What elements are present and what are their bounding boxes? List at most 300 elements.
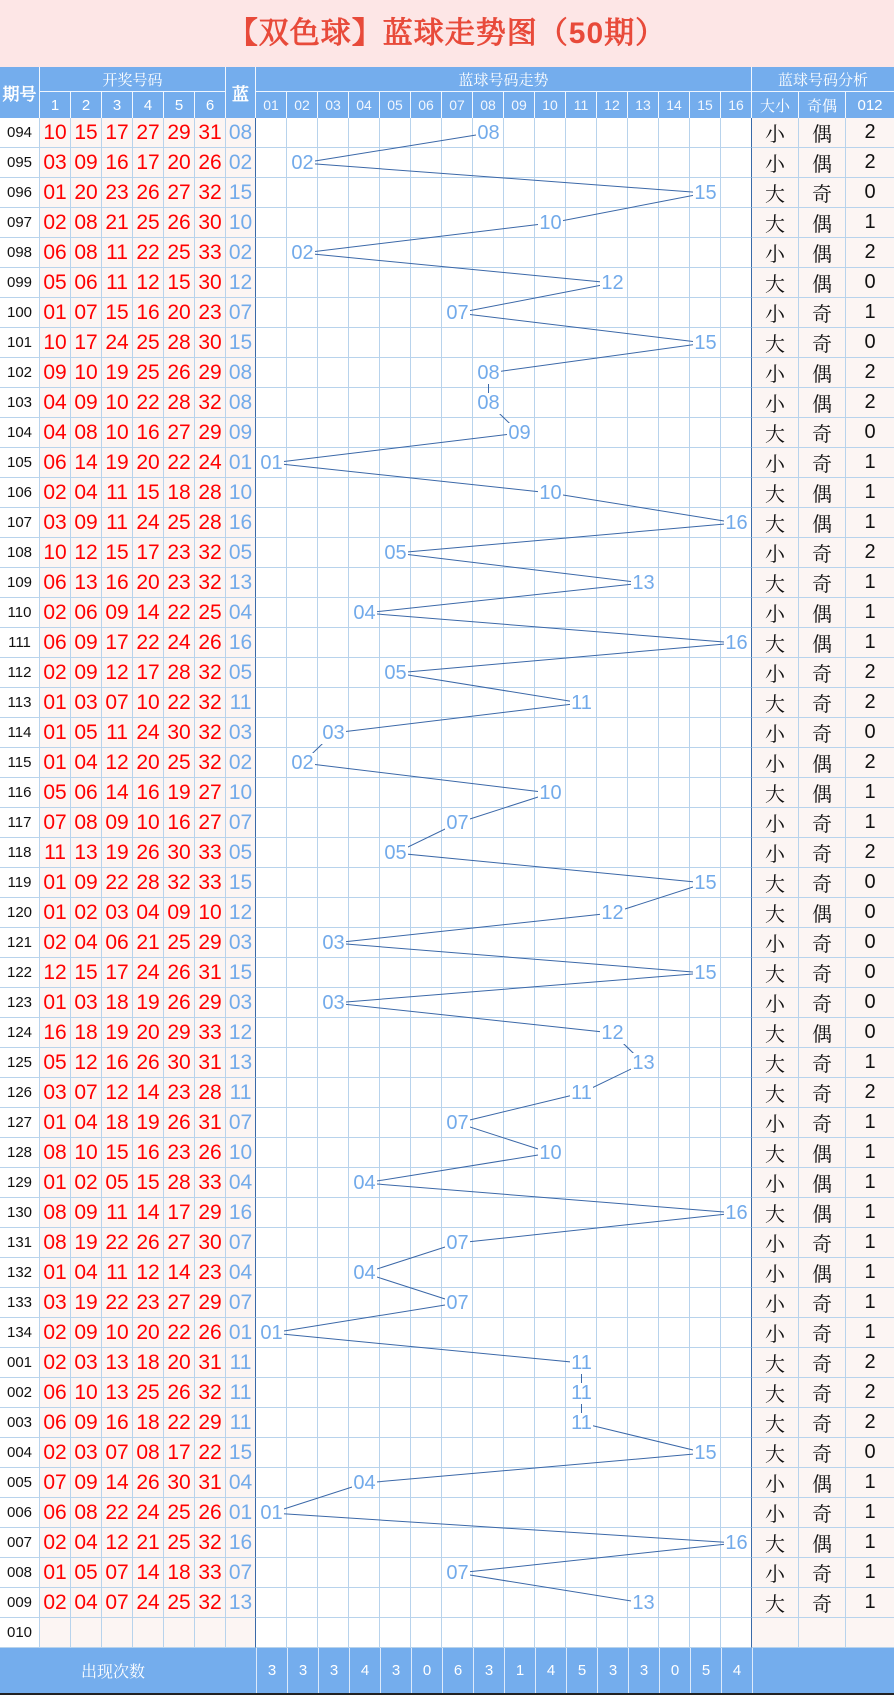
red-ball-cell: 28 <box>164 658 195 688</box>
mod3-cell: 0 <box>846 1438 894 1468</box>
red-ball-cell: 24 <box>133 1588 164 1618</box>
blue-ball-cell: 03 <box>226 988 256 1018</box>
trend-cell <box>287 1498 318 1528</box>
trend-cell <box>256 748 287 778</box>
parity-cell: 偶 <box>799 148 846 178</box>
trend-cell <box>690 1468 721 1498</box>
period-cell: 118 <box>0 838 40 868</box>
red-ball-cell: 07 <box>102 688 133 718</box>
red-ball-cell: 25 <box>164 1588 195 1618</box>
red-ball-cell: 23 <box>164 1138 195 1168</box>
trend-cell <box>566 1138 597 1168</box>
red-ball-cell: 09 <box>71 868 102 898</box>
red-ball-cell: 03 <box>40 148 71 178</box>
trend-cell <box>535 148 566 178</box>
red-ball-cell: 17 <box>133 538 164 568</box>
trend-cell <box>349 868 380 898</box>
trend-cell <box>690 1288 721 1318</box>
draw-row <box>0 1558 894 1588</box>
trend-cell <box>411 1108 442 1138</box>
trend-cell <box>411 928 442 958</box>
trend-cell <box>380 1498 411 1528</box>
trend-cell <box>256 328 287 358</box>
trend-point-label: 04 <box>353 601 376 624</box>
size-cell: 小 <box>752 238 799 268</box>
trend-cell <box>504 238 535 268</box>
trend-cell <box>287 1558 318 1588</box>
trend-point-label: 15 <box>694 871 717 894</box>
trend-cell <box>628 1558 659 1588</box>
mod3-cell: 1 <box>846 1138 894 1168</box>
blue-ball-cell: 04 <box>226 1258 256 1288</box>
trend-cell <box>504 958 535 988</box>
trend-cell <box>597 838 628 868</box>
trend-cell <box>318 568 349 598</box>
trend-cell <box>411 628 442 658</box>
trend-cell <box>349 358 380 388</box>
trend-cell <box>721 1078 752 1108</box>
period-cell: 104 <box>0 418 40 448</box>
trend-cell <box>597 1378 628 1408</box>
trend-cell <box>690 538 721 568</box>
trend-cell <box>473 1468 504 1498</box>
red-ball-cell: 07 <box>102 1588 133 1618</box>
red-ball-cell: 14 <box>133 598 164 628</box>
trend-cell <box>597 1618 628 1648</box>
trend-cell <box>690 1558 721 1588</box>
red-ball-cell: 26 <box>133 1468 164 1498</box>
draw-row <box>0 298 894 328</box>
mod3-cell: 1 <box>846 208 894 238</box>
red-ball-cell: 30 <box>164 1468 195 1498</box>
period-cell: 129 <box>0 1168 40 1198</box>
trend-cell <box>721 628 752 658</box>
trend-cell <box>535 1348 566 1378</box>
trend-cell <box>504 838 535 868</box>
blue-ball-cell: 08 <box>226 358 256 388</box>
parity-cell: 奇 <box>799 1588 846 1618</box>
trend-cell <box>690 118 721 148</box>
trend-cell <box>504 1378 535 1408</box>
draw-row <box>0 868 894 898</box>
trend-cell <box>256 418 287 448</box>
trend-cell <box>566 1198 597 1228</box>
red-column-header: 1 <box>40 92 71 118</box>
trend-cell <box>349 1168 380 1198</box>
trend-point-label: 15 <box>694 961 717 984</box>
trend-cell <box>442 688 473 718</box>
blue-ball-cell: 11 <box>226 1408 256 1438</box>
trend-cell <box>659 898 690 928</box>
trend-cell <box>380 1348 411 1378</box>
trend-cell <box>566 238 597 268</box>
trend-cell <box>442 388 473 418</box>
red-ball-cell: 23 <box>164 568 195 598</box>
trend-cell <box>690 1198 721 1228</box>
parity-cell: 奇 <box>799 658 846 688</box>
trend-cell <box>256 718 287 748</box>
trend-cell <box>628 478 659 508</box>
trend-cell <box>504 1018 535 1048</box>
red-ball-cell: 06 <box>40 1408 71 1438</box>
trend-cell <box>628 1168 659 1198</box>
trend-cell <box>535 448 566 478</box>
trend-cell <box>473 1288 504 1318</box>
trend-point-label: 04 <box>353 1171 376 1194</box>
trend-cell <box>659 508 690 538</box>
red-ball-cell: 26 <box>164 1108 195 1138</box>
trend-cell <box>597 1318 628 1348</box>
trend-cell <box>287 1108 318 1138</box>
trend-cell <box>349 748 380 778</box>
trend-cell <box>287 778 318 808</box>
red-ball-cell: 06 <box>40 238 71 268</box>
red-ball-cell: 04 <box>40 388 71 418</box>
red-ball-cell: 32 <box>164 868 195 898</box>
trend-cell <box>690 1168 721 1198</box>
trend-point-label: 05 <box>384 841 407 864</box>
red-ball-cell: 24 <box>133 958 164 988</box>
trend-cell <box>349 508 380 538</box>
trend-cell <box>411 808 442 838</box>
red-ball-cell: 23 <box>195 298 226 328</box>
red-ball-cell: 14 <box>133 1198 164 1228</box>
red-ball-cell: 03 <box>71 688 102 718</box>
trend-cell <box>318 838 349 868</box>
red-ball-cell: 17 <box>102 118 133 148</box>
trend-cell <box>721 1468 752 1498</box>
draw-row <box>0 1348 894 1378</box>
trend-cell <box>349 1558 380 1588</box>
trend-cell <box>287 478 318 508</box>
trend-point-label: 12 <box>601 271 624 294</box>
trend-point-label: 07 <box>446 1291 469 1314</box>
trend-cell <box>504 268 535 298</box>
trend-cell <box>721 1018 752 1048</box>
trend-cell <box>380 298 411 328</box>
trend-cell <box>566 418 597 448</box>
red-ball-cell: 13 <box>102 1378 133 1408</box>
trend-cell <box>473 1108 504 1138</box>
trend-cell <box>597 1498 628 1528</box>
red-column-header: 6 <box>195 92 226 118</box>
trend-cell <box>256 298 287 328</box>
trend-cell <box>287 1408 318 1438</box>
trend-cell <box>566 568 597 598</box>
red-ball-cell <box>164 1618 195 1648</box>
trend-cell <box>597 598 628 628</box>
size-cell: 大 <box>752 1438 799 1468</box>
draw-row <box>0 1228 894 1258</box>
trend-cell <box>442 298 473 328</box>
trend-point-label: 13 <box>632 1591 655 1614</box>
red-ball-cell: 10 <box>133 808 164 838</box>
size-cell: 小 <box>752 298 799 328</box>
trend-cell <box>659 778 690 808</box>
trend-cell <box>504 1078 535 1108</box>
trend-cell <box>318 868 349 898</box>
trend-cell <box>721 778 752 808</box>
trend-cell <box>349 178 380 208</box>
trend-cell <box>380 328 411 358</box>
trend-cell <box>721 1198 752 1228</box>
trend-cell <box>659 1618 690 1648</box>
mod3-cell: 1 <box>846 1318 894 1348</box>
trend-cell <box>535 748 566 778</box>
trend-cell <box>256 1228 287 1258</box>
red-ball-cell: 09 <box>164 898 195 928</box>
trend-cell <box>380 868 411 898</box>
trend-cell <box>659 268 690 298</box>
blue-ball-cell: 02 <box>226 238 256 268</box>
trend-cell <box>411 358 442 388</box>
trend-cell <box>318 268 349 298</box>
trend-cell <box>690 988 721 1018</box>
trend-cell <box>504 1468 535 1498</box>
red-ball-cell <box>71 1618 102 1648</box>
trend-cell <box>442 1258 473 1288</box>
trend-cell <box>411 598 442 628</box>
trend-cell <box>504 1528 535 1558</box>
trend-cell <box>721 658 752 688</box>
red-ball-cell: 17 <box>102 628 133 658</box>
trend-point-label: 11 <box>571 1381 592 1404</box>
trend-cell <box>349 658 380 688</box>
trend-point-label: 16 <box>725 1531 748 1554</box>
trend-cell <box>628 628 659 658</box>
trend-cell <box>411 1258 442 1288</box>
trend-cell <box>659 118 690 148</box>
red-ball-cell: 06 <box>71 778 102 808</box>
red-ball-cell: 11 <box>102 1258 133 1288</box>
trend-cell <box>442 508 473 538</box>
trend-point-label: 03 <box>322 721 345 744</box>
trend-cell <box>380 1438 411 1468</box>
blue-ball-cell: 10 <box>226 778 256 808</box>
size-cell: 小 <box>752 1468 799 1498</box>
mod3-cell: 0 <box>846 718 894 748</box>
red-ball-cell: 04 <box>71 1588 102 1618</box>
trend-cell <box>442 478 473 508</box>
trend-cell <box>566 838 597 868</box>
parity-cell: 偶 <box>799 598 846 628</box>
trend-cell <box>628 538 659 568</box>
blue-ball-cell: 16 <box>226 628 256 658</box>
red-ball-cell: 31 <box>195 1108 226 1138</box>
red-ball-cell: 09 <box>71 508 102 538</box>
occurrence-count: 1 <box>504 1648 535 1693</box>
red-ball-cell: 20 <box>133 448 164 478</box>
trend-cell <box>504 928 535 958</box>
trend-column-header: 09 <box>504 92 535 118</box>
red-ball-cell: 14 <box>71 448 102 478</box>
red-ball-cell: 20 <box>164 298 195 328</box>
period-cell: 005 <box>0 1468 40 1498</box>
trend-cell <box>380 838 411 868</box>
trend-cell <box>287 1588 318 1618</box>
parity-cell: 奇 <box>799 718 846 748</box>
trend-cell <box>628 358 659 388</box>
red-ball-cell: 14 <box>102 778 133 808</box>
trend-cell <box>597 688 628 718</box>
trend-cell <box>690 1408 721 1438</box>
trend-cell <box>504 208 535 238</box>
red-ball-cell: 22 <box>164 1408 195 1438</box>
red-ball-cell: 20 <box>164 148 195 178</box>
trend-cell <box>380 778 411 808</box>
mod3-cell: 1 <box>846 508 894 538</box>
trend-cell <box>535 718 566 748</box>
size-cell: 大 <box>752 1018 799 1048</box>
red-ball-cell: 05 <box>102 1168 133 1198</box>
trend-cell <box>721 1588 752 1618</box>
trend-cell <box>721 118 752 148</box>
trend-cell <box>442 928 473 958</box>
red-ball-cell: 07 <box>102 1438 133 1468</box>
draw-row <box>0 748 894 778</box>
trend-cell <box>597 1348 628 1378</box>
trend-cell <box>597 748 628 778</box>
trend-cell <box>473 538 504 568</box>
red-ball-cell: 24 <box>133 718 164 748</box>
trend-point-label: 16 <box>725 1201 748 1224</box>
trend-point-label: 10 <box>539 481 562 504</box>
red-ball-cell: 25 <box>164 748 195 778</box>
red-ball-cell: 15 <box>71 958 102 988</box>
trend-cell <box>473 778 504 808</box>
red-ball-cell: 07 <box>71 298 102 328</box>
red-ball-cell: 12 <box>102 748 133 778</box>
trend-cell <box>690 358 721 388</box>
trend-cell <box>597 1108 628 1138</box>
draw-row <box>0 478 894 508</box>
trend-cell <box>318 298 349 328</box>
mod3-cell: 0 <box>846 178 894 208</box>
red-ball-cell: 09 <box>71 658 102 688</box>
red-ball-cell: 10 <box>133 688 164 718</box>
trend-cell <box>566 898 597 928</box>
trend-cell <box>442 1168 473 1198</box>
red-ball-cell: 12 <box>102 658 133 688</box>
draw-row <box>0 148 894 178</box>
trend-cell <box>597 388 628 418</box>
red-ball-cell: 07 <box>40 808 71 838</box>
trend-cell <box>659 1318 690 1348</box>
trend-cell <box>442 328 473 358</box>
trend-cell <box>628 1528 659 1558</box>
trend-cell <box>504 538 535 568</box>
size-cell: 大 <box>752 478 799 508</box>
trend-cell <box>380 268 411 298</box>
trend-point-label: 15 <box>694 181 717 204</box>
trend-cell <box>721 298 752 328</box>
trend-cell <box>566 1078 597 1108</box>
trend-cell <box>721 1348 752 1378</box>
parity-cell: 偶 <box>799 1198 846 1228</box>
red-ball-cell: 02 <box>40 478 71 508</box>
occurrence-count: 3 <box>318 1648 349 1693</box>
trend-cell <box>256 238 287 268</box>
occurrence-count: 0 <box>659 1648 690 1693</box>
trend-cell <box>380 448 411 478</box>
draw-row <box>0 1198 894 1228</box>
trend-cell <box>659 178 690 208</box>
trend-cell <box>442 1588 473 1618</box>
trend-cell <box>318 1138 349 1168</box>
trend-cell <box>473 628 504 658</box>
size-cell: 小 <box>752 448 799 478</box>
parity-cell: 偶 <box>799 478 846 508</box>
trend-cell <box>380 658 411 688</box>
trend-cell <box>628 778 659 808</box>
trend-cell <box>442 1108 473 1138</box>
trend-cell <box>597 208 628 238</box>
trend-cell <box>287 1138 318 1168</box>
period-cell: 100 <box>0 298 40 328</box>
red-ball-cell: 15 <box>133 1168 164 1198</box>
draw-row <box>0 1018 894 1048</box>
trend-cell <box>287 1438 318 1468</box>
red-ball-cell: 28 <box>164 388 195 418</box>
size-cell: 大 <box>752 1048 799 1078</box>
parity-cell: 奇 <box>799 178 846 208</box>
trend-cell <box>597 808 628 838</box>
mod3-cell: 1 <box>846 1498 894 1528</box>
trend-cell <box>411 988 442 1018</box>
trend-cell <box>659 958 690 988</box>
trend-cell <box>256 208 287 238</box>
red-ball-cell: 25 <box>164 1498 195 1528</box>
trend-cell <box>349 898 380 928</box>
trend-point-label: 04 <box>353 1471 376 1494</box>
trend-cell <box>411 1558 442 1588</box>
trend-cell <box>442 1018 473 1048</box>
draw-row <box>0 898 894 928</box>
trend-cell <box>721 928 752 958</box>
trend-cell <box>504 1228 535 1258</box>
trend-cell <box>256 838 287 868</box>
red-ball-cell: 10 <box>40 328 71 358</box>
trend-cell <box>628 1438 659 1468</box>
trend-cell <box>380 1228 411 1258</box>
red-ball-cell: 03 <box>40 1078 71 1108</box>
red-ball-cell: 11 <box>102 478 133 508</box>
trend-cell <box>721 1408 752 1438</box>
red-ball-cell: 04 <box>71 748 102 778</box>
trend-cell <box>659 1408 690 1438</box>
red-ball-cell: 26 <box>195 628 226 658</box>
red-ball-cell: 31 <box>195 1048 226 1078</box>
trend-cell <box>566 118 597 148</box>
red-ball-cell: 03 <box>71 1438 102 1468</box>
trend-cell <box>318 118 349 148</box>
trend-cell <box>566 718 597 748</box>
trend-cell <box>411 448 442 478</box>
trend-cell <box>504 718 535 748</box>
trend-cell <box>442 448 473 478</box>
mod3-cell: 2 <box>846 238 894 268</box>
red-ball-cell: 17 <box>102 958 133 988</box>
trend-cell <box>473 508 504 538</box>
trend-cell <box>256 598 287 628</box>
trend-cell <box>473 1528 504 1558</box>
trend-cell <box>411 1018 442 1048</box>
period-cell: 132 <box>0 1258 40 1288</box>
trend-cell <box>287 1018 318 1048</box>
trend-cell <box>504 1348 535 1378</box>
red-ball-cell: 26 <box>133 1228 164 1258</box>
red-ball-cell: 19 <box>102 358 133 388</box>
